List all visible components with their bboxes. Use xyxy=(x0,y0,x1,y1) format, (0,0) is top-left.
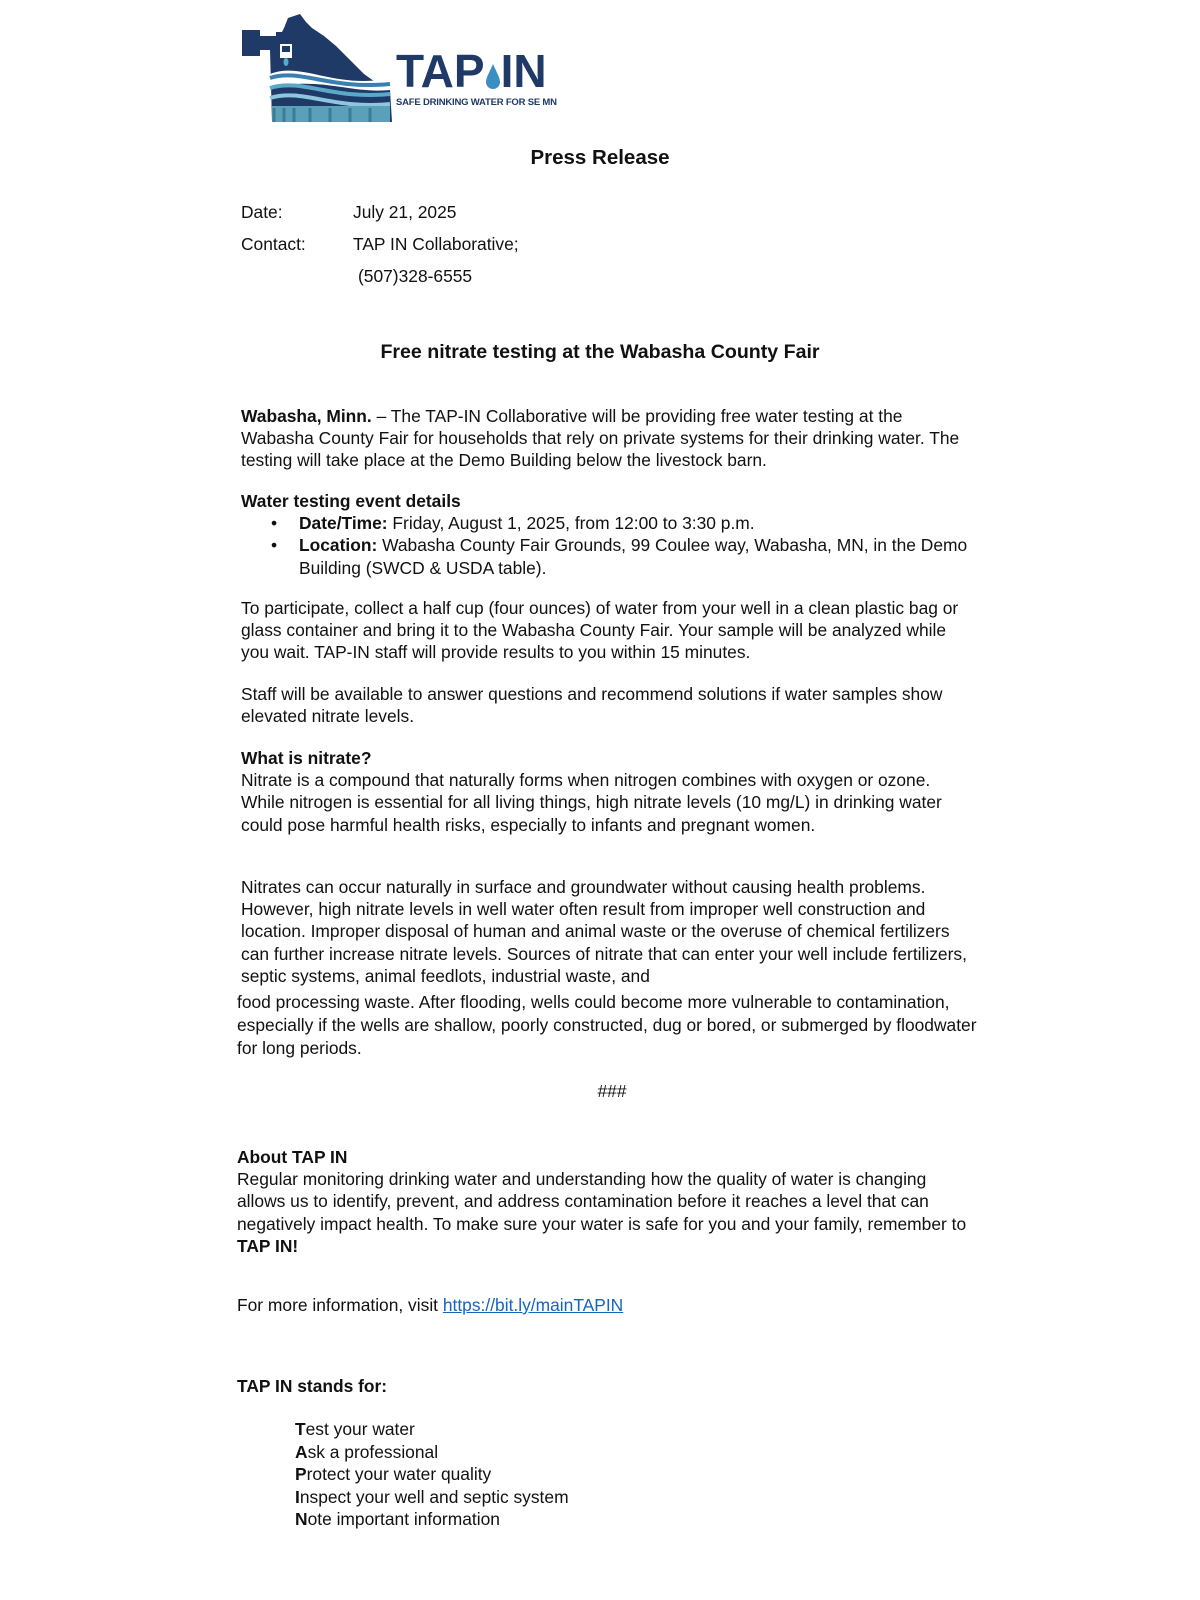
headline: Free nitrate testing at the Wabasha County Fair xyxy=(380,341,820,363)
about-section xyxy=(237,1146,977,1257)
logo-tagline: SAFE DRINKING WATER FOR SE MN xyxy=(396,97,557,108)
event-item-label: Date/Time: xyxy=(299,513,388,534)
intro-text: – The TAP-IN Collaborative will be providing free water testing at the Wabasha County Fair for households that rely on private systems for their drinking water. The testing will take place at the Demo Building below the livestock barn. xyxy=(241,406,960,471)
more-info-text: For more information, visit xyxy=(237,1295,443,1315)
event-item-label: Location: xyxy=(299,535,378,556)
list-item: Ask a professional xyxy=(295,1441,439,1462)
stands-for-heading: TAP IN stands for: xyxy=(237,1376,388,1396)
list-item xyxy=(241,512,981,534)
more-info-link[interactable]: https://bit.ly/mainTAPIN xyxy=(442,1295,624,1315)
event-heading: Water testing event details xyxy=(241,491,461,511)
more-info xyxy=(237,1294,623,1316)
minnesota-faucet-water-logo-icon xyxy=(240,10,400,126)
list-item: Note important information xyxy=(295,1509,500,1530)
nitrate-paragraph: Nitrate is a compound that naturally forms when nitrogen combines with oxygen or ozone. While nitrogen is essential for all living things, high nitrate levels (10 mg/L) in drinking water could pose harmful health risks, especially to infants and pregnant women. xyxy=(241,770,942,835)
end-mark: ### xyxy=(597,1081,627,1101)
contact-value: TAP IN Collaborative; xyxy=(353,234,519,254)
event-list xyxy=(241,512,981,579)
list-item: Inspect your well and septic system xyxy=(295,1486,569,1507)
contact-phone: (507)328-6555 xyxy=(358,266,473,286)
date-value: July 21, 2025 xyxy=(353,202,457,222)
nitrate-heading: What is nitrate? xyxy=(241,748,372,768)
logo xyxy=(240,10,580,126)
bullet: • xyxy=(271,535,278,556)
dateline: Wabasha, Minn. xyxy=(241,406,372,426)
participate-paragraph: To participate, collect a half cup (four ounces) of water from your well in a clean plastic bag or glass container and bring it to the Wabasha County Fair. Your sample will be analyzed while you wait. TAP-IN staff will provide results to you within 15 minutes. xyxy=(241,598,959,663)
bullet: • xyxy=(271,513,278,534)
about-heading: About TAP IN xyxy=(237,1147,348,1167)
logo-brand-in: IN xyxy=(500,45,547,97)
about-paragraph: Regular monitoring drinking water and understanding how the quality of water is changing allows us to identify, prevent, and address contamination before it reaches a level that can negatively impact health. To make sure your water is safe for you and your family, remember to TAP IN! xyxy=(237,1169,967,1256)
date-label: Date: xyxy=(241,202,283,222)
nitrates-paragraph-2: food processing waste. After flooding, wells could become more vulnerable to contamination, especially if the wells are shallow, poorly constructed, dug or bored, or submerged by floodwater for long periods. xyxy=(237,992,977,1058)
stands-for-list xyxy=(295,1418,569,1531)
event-details xyxy=(241,490,981,579)
list-item: Test your water xyxy=(295,1419,415,1439)
intro-paragraph xyxy=(241,405,969,472)
list-item xyxy=(241,534,981,578)
list-item: Protect your water quality xyxy=(295,1464,492,1485)
staff-paragraph: Staff will be available to answer questions and recommend solutions if water samples show elevated nitrate levels. xyxy=(241,684,943,727)
about-emphasis: TAP IN! xyxy=(237,1235,299,1256)
nitrate-section xyxy=(241,747,951,836)
page-title: Press Release xyxy=(530,146,670,169)
event-item-text: Friday, August 1, 2025, from 12:00 to 3:30 p.m. xyxy=(387,513,755,534)
contact-label: Contact: xyxy=(241,234,306,254)
logo-brand-tap: TAP xyxy=(396,45,485,97)
event-item-text: Wabasha County Fair Grounds, 99 Coulee way, Wabasha, MN, in the Demo Building (SWCD & USDA table). xyxy=(299,535,968,578)
nitrates-paragraph-1: Nitrates can occur naturally in surface and groundwater without causing health problems. However, high nitrate levels in well water often result from improper well construction and location. Improper disposal of human and animal waste or the overuse of chemical fertilizers can further increase nitrate levels. Sources of nitrate that can enter your well include fertilizers, septic systems, animal feedlots, industrial waste, and xyxy=(241,877,967,986)
